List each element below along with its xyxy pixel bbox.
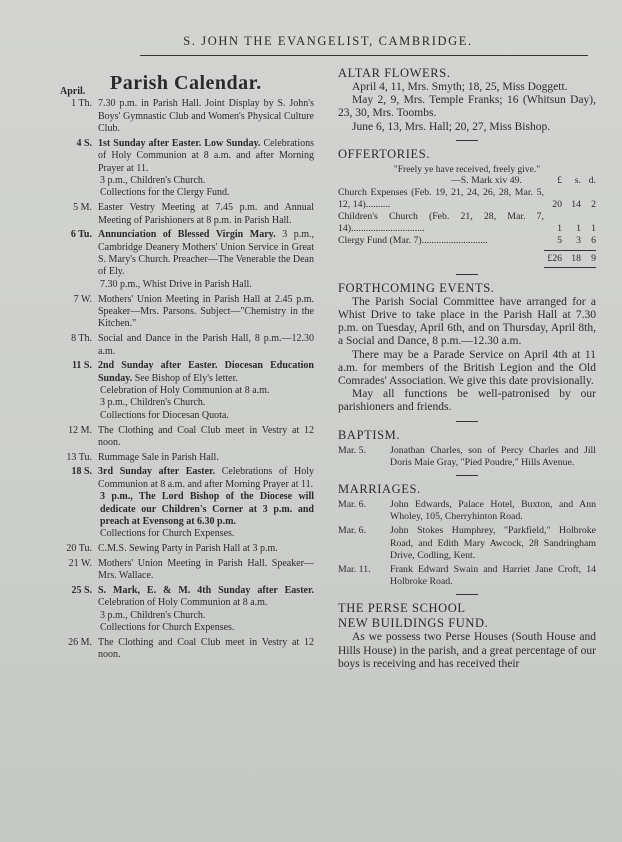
calendar-entry-date: 1 Th. xyxy=(71,98,92,110)
calendar-entry xyxy=(44,452,314,464)
marriage-entry xyxy=(338,499,596,523)
offertory-label: Clergy Fund (Mar. 7)........................... xyxy=(338,234,488,246)
total-pence: 9 xyxy=(591,252,596,264)
calendar-entry-subline: 3 p.m., Children's Church. xyxy=(100,397,206,409)
calendar-entry-subline: Collections for Diocesan Quota. xyxy=(100,409,229,421)
marriage-date: Mar. 6. xyxy=(338,525,367,537)
calendar-entry-subline: Collections for the Clergy Fund. xyxy=(100,187,230,199)
section-divider xyxy=(456,594,478,595)
offertory-shillings: 1 xyxy=(576,222,581,234)
calendar-entry-text: The Clothing and Coal Club meet in Vestry at 12 noon. xyxy=(98,636,314,661)
offertory-pence: 1 xyxy=(591,222,596,234)
calendar-entry-text: Celebration of Holy Communion at 8 a.m. xyxy=(98,597,268,609)
section-divider xyxy=(456,274,478,275)
offertories-ref: —S. Mark xiv 49. xyxy=(450,174,522,186)
calendar-heading xyxy=(44,64,314,96)
calendar-entry-subline: 3 p.m., The Lord Bishop of the Diocese will dedicate our Children's Corner at 3 p.m. and preach at Evensong at 6.30 p.m. xyxy=(100,491,314,527)
calendar-title: Parish Calendar. xyxy=(110,72,262,94)
calendar-entry-subline: Celebration of Holy Communion at 8 a.m. xyxy=(100,385,270,397)
calendar-entry-heading: Annunciation of Blessed Virgin Mary. xyxy=(98,229,276,241)
calendar-entry-heading: 3rd Sunday after Easter. xyxy=(98,466,216,478)
altar-flowers-line: June 6, 13, Mrs. Hall; 20, 27, Miss Bishop. xyxy=(352,120,551,133)
calendar-entry-text: The Clothing and Coal Club meet in Vestry at 12 noon. xyxy=(98,424,314,448)
total-pounds: £26 xyxy=(547,252,562,264)
calendar-entry-subline: 3 p.m., Children's Church. xyxy=(100,609,206,621)
offertories-total-row xyxy=(338,250,596,268)
calendar-entry-text: 7.30 p.m. in Parish Hall. Joint Display by S. John's Boys' Gymnastic Club and Women's Physical Culture Club. xyxy=(98,98,314,135)
offertory-pounds: 20 xyxy=(552,198,562,210)
baptism-heading: BAPTISM. xyxy=(338,427,401,442)
offertory-amount xyxy=(544,235,596,247)
offertory-pence: 2 xyxy=(591,198,596,210)
marriages-heading: MARRIAGES. xyxy=(338,482,421,497)
calendar-entry-date: 25 S. xyxy=(71,584,92,596)
offertory-shillings: 14 xyxy=(571,198,581,210)
calendar-entry-text: Celebrations of Holy Communion at 8 a.m. and after Morning Prayer at 11. xyxy=(98,466,315,490)
calendar-entry-subline: 7.30 p.m., Whist Drive in Parish Hall. xyxy=(100,278,252,290)
pence-header: d. xyxy=(588,174,596,186)
calendar-entry xyxy=(44,466,314,540)
altar-flowers-heading: ALTAR FLOWERS. xyxy=(338,66,451,80)
marriage-text: Frank Edward Swain and Harriet Jane Croft, 14 Holbroke Road. xyxy=(390,564,596,588)
offertories-table xyxy=(338,187,596,247)
offertory-amount xyxy=(544,199,596,211)
calendar-entry xyxy=(44,425,314,450)
baptism-date: Mar. 5. xyxy=(338,444,367,456)
calendar-entry xyxy=(44,333,314,358)
offertory-label: Children's Church (Feb. 21, 28, Mar. 7, 14).............................. xyxy=(338,210,544,234)
calendar-entry-heading: 2nd Sunday after Easter. Diocesan Education Sunday. xyxy=(98,360,314,384)
marriage-entry xyxy=(338,564,596,588)
calendar-entry-date: 21 W. xyxy=(68,557,92,569)
calendar-entry-date: 18 S. xyxy=(71,466,92,478)
calendar-entry xyxy=(44,294,314,331)
altar-flowers-line: May 2, 9, Mrs. Temple Franks; 16 (Whitsun Day), 23, 30, Mrs. Toombs. xyxy=(338,94,596,120)
calendar-entry-date: 13 Tu. xyxy=(66,451,92,463)
altar-flowers-line: April 4, 11, Mrs. Smyth; 18, 25, Miss Doggett. xyxy=(352,81,568,93)
offertories-ref-row xyxy=(338,175,596,187)
calendar-entry-heading: S. Mark, E. & M. 4th Sunday after Easter. xyxy=(98,584,314,596)
total-shillings: 18 xyxy=(571,252,581,264)
calendar-entry-subline: Collections for Church Expenses. xyxy=(100,528,235,540)
calendar-entry-subline: Collections for Church Expenses. xyxy=(100,622,235,634)
calendar-entry-date: 7 W. xyxy=(73,293,92,305)
calendar-entry-date: 12 M. xyxy=(68,424,92,436)
calendar-entry xyxy=(44,558,314,583)
calendar-entry xyxy=(44,138,314,200)
events-paragraph: May all functions be well-patronised by our parishioners and friends. xyxy=(338,388,596,414)
calendar-entry-text: Rummage Sale in Parish Hall. xyxy=(98,451,219,463)
calendar-entry-text: 3 p.m., Cambridge Deanery Mothers' Union Service in Great S. Mary's Church. Preacher—The Venerable the Dean of Ely. xyxy=(98,229,315,278)
offertories-heading: OFFERTORIES. xyxy=(338,146,431,161)
currency-headers xyxy=(544,175,596,187)
calendar-month: April. xyxy=(60,86,86,97)
marriage-date: Mar. 11. xyxy=(338,564,371,576)
calendar-entry xyxy=(44,637,314,662)
baptism-text: Jonathan Charles, son of Percy Charles and Jill Doris Maie Gray, "Pied Poudre," Hills Avenue. xyxy=(390,444,596,468)
offertory-row xyxy=(338,211,596,235)
calendar-entry-date: 4 S. xyxy=(76,137,92,149)
baptism-entry xyxy=(338,445,596,469)
events-paragraph: The Parish Social Committee have arranged for a Whist Drive to take place in the Parish Hall at 7.30 p.m. on Tuesday, April 6th, and on Thursday, April 8th, a Social and Dance, 8 p.m.—12.30 a.m. xyxy=(338,295,596,348)
events-paragraph: There may be a Parade Service on April 4th at 11 a.m. for members of the British Legion and the Old Comrades' Association. We give this date provisionally. xyxy=(338,348,596,388)
calendar-entry-heading: 1st Sunday after Easter. Low Sunday. xyxy=(98,137,261,149)
calendar-entry xyxy=(44,202,314,227)
events-heading: FORTHCOMING EVENTS. xyxy=(338,280,495,295)
section-divider xyxy=(456,475,478,476)
calendar-entry-date: 5 M. xyxy=(73,202,92,214)
calendar-entry-date: 11 S. xyxy=(71,360,92,372)
parish-calendar-column xyxy=(44,64,314,662)
offertory-shillings: 3 xyxy=(576,234,581,246)
calendar-entry-text: Mothers' Union Meeting in Parish Hall. Speaker—Mrs. Wallace. xyxy=(98,557,314,582)
calendar-entries xyxy=(44,98,314,661)
calendar-entry-text: Easter Vestry Meeting at 7.45 p.m. and Annual Meeting of Parishioners at 8 p.m. in Parish Hall. xyxy=(98,202,314,226)
calendar-entry xyxy=(44,543,314,555)
calendar-entry-text: Celebrations of Holy Communion at 8 a.m. and after Morning Prayer at 11. xyxy=(98,137,314,174)
calendar-entry-date: 6 Tu. xyxy=(70,229,92,241)
notices-column xyxy=(338,64,596,671)
marriage-date: Mar. 6. xyxy=(338,499,367,511)
calendar-entry xyxy=(44,360,314,422)
marriage-text: John Stokes Humphrey, "Parkfield," Holbroke Road, and Edith Mary Awcock, 28 Sandringham Drive, Codling, Kent. xyxy=(390,525,596,561)
calendar-entry-subline: 3 p.m., Children's Church. xyxy=(100,175,206,187)
marriage-entry xyxy=(338,525,596,562)
page-header: S. JOHN THE EVANGELIST, CAMBRIDGE. xyxy=(183,34,473,48)
pounds-header: £ xyxy=(557,174,562,186)
perse-subheading: NEW BUILDINGS FUND. xyxy=(338,616,489,631)
offertory-pounds: 1 xyxy=(557,222,562,234)
offertory-row xyxy=(338,187,596,211)
calendar-entry-text: Social and Dance in the Parish Hall, 8 p.m.—12.30 a.m. xyxy=(98,333,314,357)
calendar-entry-date: 20 Tu. xyxy=(66,543,92,555)
offertories-quote: "Freely ye have received, freely give." xyxy=(393,164,541,175)
marriage-text: John Edwards, Palace Hotel, Buxton, and Ann Wholey, 105, Cherryhinton Road. xyxy=(390,499,596,523)
calendar-entry-date: 26 M. xyxy=(68,636,92,648)
offertory-pounds: 5 xyxy=(557,234,562,246)
calendar-entry xyxy=(44,585,314,635)
perse-heading: THE PERSE SCHOOL xyxy=(338,601,466,616)
section-divider xyxy=(456,421,478,422)
calendar-entry-text: Mothers' Union Meeting in Parish Hall at 2.45 p.m. Speaker—Mrs. Parsons. Subject—"Chemistry in the Kitchen." xyxy=(98,293,314,330)
calendar-entry-text: C.M.S. Sewing Party in Parish Hall at 3 p.m. xyxy=(98,543,278,555)
shillings-header: s. xyxy=(574,174,581,186)
calendar-entry-date: 8 Th. xyxy=(71,333,92,345)
section-divider xyxy=(456,140,478,141)
altar-flowers-list xyxy=(338,81,596,134)
calendar-entry xyxy=(44,98,314,135)
calendar-entry-text: See Bishop of Ely's letter. xyxy=(134,372,238,384)
calendar-entry xyxy=(44,229,314,291)
offertory-row xyxy=(338,235,596,247)
offertory-amount xyxy=(544,223,596,235)
offertory-label: Church Expenses (Feb. 19, 21, 24, 26, 28, Mar. 5, 12, 14).......... xyxy=(338,186,544,210)
offertory-pence: 6 xyxy=(591,234,596,246)
offertories-total xyxy=(544,250,596,268)
header-rule xyxy=(140,55,588,56)
perse-paragraph: As we possess two Perse Houses (South House and Hills House) in the parish, and a great percentage of our boys is receiving and has received their xyxy=(338,631,596,670)
